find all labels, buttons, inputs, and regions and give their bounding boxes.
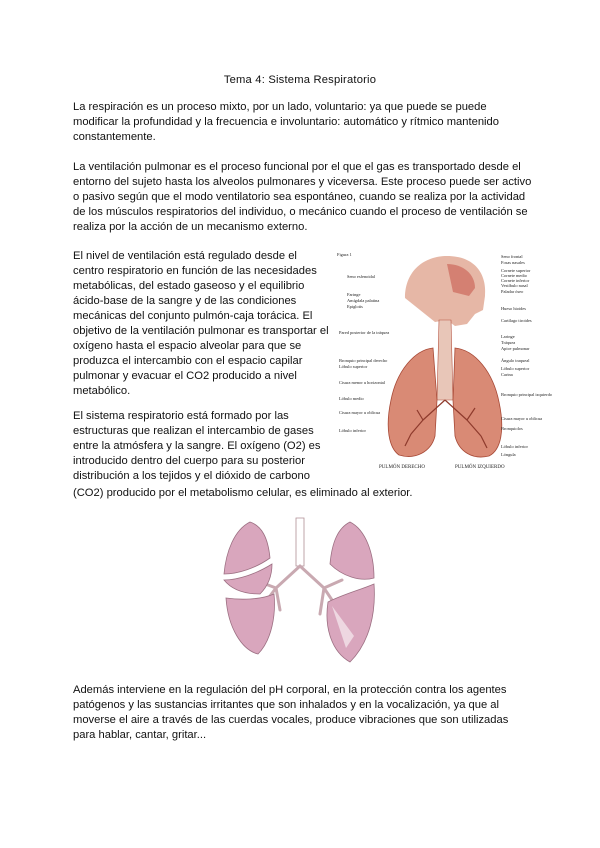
label-cornete-inferior: Cornete inferior [501,278,530,283]
label-paladar-oseo: Paladar óseo [501,289,524,294]
label-hueso-hioides: Hueso hioides [501,306,526,311]
label-lobulo-inferior-der: Lóbulo inferior [339,428,366,433]
paragraph-sistema-respiratorio: El sistema respiratorio está formado por las estructuras que realizan el intercambio de gases entre la atmósfera y la sangre. El oxígeno (O2) es introducido dentro del cuerpo para su posterior distribución a los tejidos y el dióxido de carbono [73,410,321,482]
paragraph-sistema-respiratorio-end: (CO2) producido por el metabolismo celular, es eliminado al exterior. [73,487,413,499]
label-cartilago-tiroides: Cartílago tiroides [501,318,532,323]
label-epiglotis: Epiglotis [347,304,363,309]
label-lingula: Lóngula [501,452,516,457]
label-traquea: Tráquea [501,340,516,345]
label-cornete-medio: Cornete medio [501,273,527,278]
label-amigdala: Amígdala palatina [347,298,380,303]
label-carina: Carina [501,372,513,377]
left-upper-lobe [330,522,374,579]
label-pared-traquea: Pared posterior de la tráquea [339,330,390,335]
figure-caption: Figura 1 [337,252,352,257]
left-labels [339,274,389,433]
label-pulmon-derecho: PULMÓN DERECHO [379,465,425,470]
respiratory-anatomy-figure [335,250,552,472]
label-fosas-nasales: Fosas nasales [501,260,525,265]
label-cisura-mayor-der: Cisura mayor u oblicua [339,410,381,415]
left-lower-lobe [327,584,374,662]
right-upper-lobe [224,522,270,574]
label-bronquio-derecho: Bronquio principal derecho [339,358,388,363]
label-lobulo-superior-izq: Lóbulo superior [501,366,530,371]
left-lung-shape [453,348,502,457]
label-faringe: Faringe [347,292,361,297]
label-bronquio-izquierdo: Bronquio principal izquierdo [501,392,552,397]
label-seno-frontal: Seno frontal [501,254,523,259]
label-seno-esfenoidal: Seno esfenoidal [347,274,375,279]
paragraph-funciones: Además interviene en la regulación del pH corporal, en la protección contra los agentes patógenos y las sustancias irritantes que son inhalados y en la vocalización, ya que al moverse el aire a través de las cuerdas vocales, produce vibraciones que son utilizadas para hablar, cantar, gritar... [73,684,509,741]
right-lower-lobe [226,594,274,654]
right-labels [501,254,553,457]
page-title: Tema 4: Sistema Respiratorio [223,74,377,86]
trachea-outline [296,518,304,566]
paragraph-respiracion: La respiración es un proceso mixto, por un lado, voluntario: ya que puede se puede modificar la profundidad y la frecuencia e involuntario: automático y rítmico mantenido constantemente. [73,101,499,143]
label-lobulo-superior-der: Lóbulo superior [339,364,368,369]
label-bronquiolos: Bronquiolos [501,426,523,431]
label-pulmon-izquierdo: PULMÓN IZQUIERDO [455,465,505,470]
label-lobulo-inferior-izq: Lóbulo inferior [501,444,528,449]
lungs-lobes-figure [220,518,380,666]
label-cornete-superior: Cornete superior [501,268,531,273]
paragraph-ventilacion: La ventilación pulmonar es el proceso funcional por el que el gas es transportado desde el entorno del sujeto hasta los alveolos pulmonares y viceversa. Este proceso puede ser activo o pasivo según que el modo ventilatorio sea espontáneo, cuando se realiza por la actividad de los músculos respiratorios del individuo, o mecánico cuando el proceso de ventilación se realiza por la acción de un mecanismo externo. [73,161,532,233]
head-silhouette [405,256,485,326]
right-lung-shape [388,348,437,456]
label-laringe: Laringe [501,334,515,339]
trachea-shape [437,320,453,400]
label-angulo-traqueal: Ángulo traqueal [501,358,530,363]
label-cisura-mayor-izq: Cisura mayor u oblicua [501,416,543,421]
label-cisura-menor: Cisura menor u horizontal [339,380,385,385]
label-apice-pulmonar: Apice pulmonar [501,346,530,351]
paragraph-nivel-ventilacion: El nivel de ventilación está regulado desde el centro respiratorio en función de las necesidades metabólicas, del estado gaseoso y el equilibrio ácido-base de la sangre y de las condiciones mecánicas del conjunto pulmón-caja torácica. El objetivo de la ventilación pulmonar es transportar el oxígeno hasta el espacio alveolar para que se produzca el intercambio con el espacio capilar pulmonar y evacuar el CO2 producido a nivel metabólico. [73,250,329,397]
label-vestibulo-nasal: Vestíbulo nasal [501,283,528,288]
label-lobulo-medio: Lóbulo medio [339,396,364,401]
